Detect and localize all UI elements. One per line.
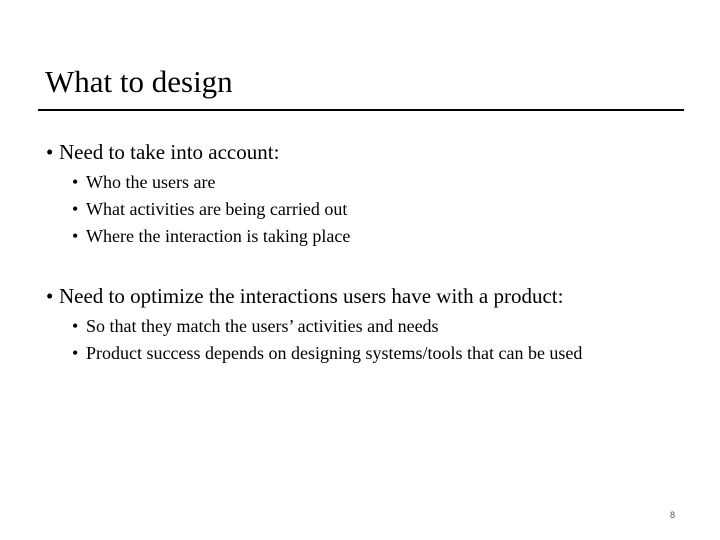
bullet-marker-icon: • xyxy=(46,284,54,308)
subbullet-item xyxy=(72,196,676,223)
bullet-item xyxy=(46,282,686,367)
subbullet-item xyxy=(72,340,676,367)
subbullet-marker-icon: • xyxy=(72,172,79,192)
subbullet-list xyxy=(59,169,686,250)
bullet-list xyxy=(46,138,686,367)
subbullet-text: Product success depends on designing systems/tools that can be used xyxy=(86,343,583,363)
subbullet-text: So that they match the users’ activities and needs xyxy=(86,316,439,336)
subbullet-item xyxy=(72,169,676,196)
subbullet-item xyxy=(72,223,676,250)
bullet-text: Need to take into account: xyxy=(59,140,280,164)
subbullet-marker-icon: • xyxy=(72,199,79,219)
subbullet-text: Who the users are xyxy=(86,172,216,192)
subbullet-marker-icon: • xyxy=(72,343,79,363)
title-divider xyxy=(38,109,684,111)
slide-number: 8 xyxy=(670,510,676,520)
bullet-text: Need to optimize the interactions users have with a product: xyxy=(59,284,564,308)
slide-title: What to design xyxy=(45,64,233,99)
bullet-item xyxy=(46,138,686,250)
subbullet-text: Where the interaction is taking place xyxy=(86,226,351,246)
subbullet-marker-icon: • xyxy=(72,226,79,246)
subbullet-item xyxy=(72,313,676,340)
subbullet-text: What activities are being carried out xyxy=(86,199,348,219)
subbullet-marker-icon: • xyxy=(72,316,79,336)
bullet-marker-icon: • xyxy=(46,140,54,164)
subbullet-list xyxy=(59,313,686,367)
